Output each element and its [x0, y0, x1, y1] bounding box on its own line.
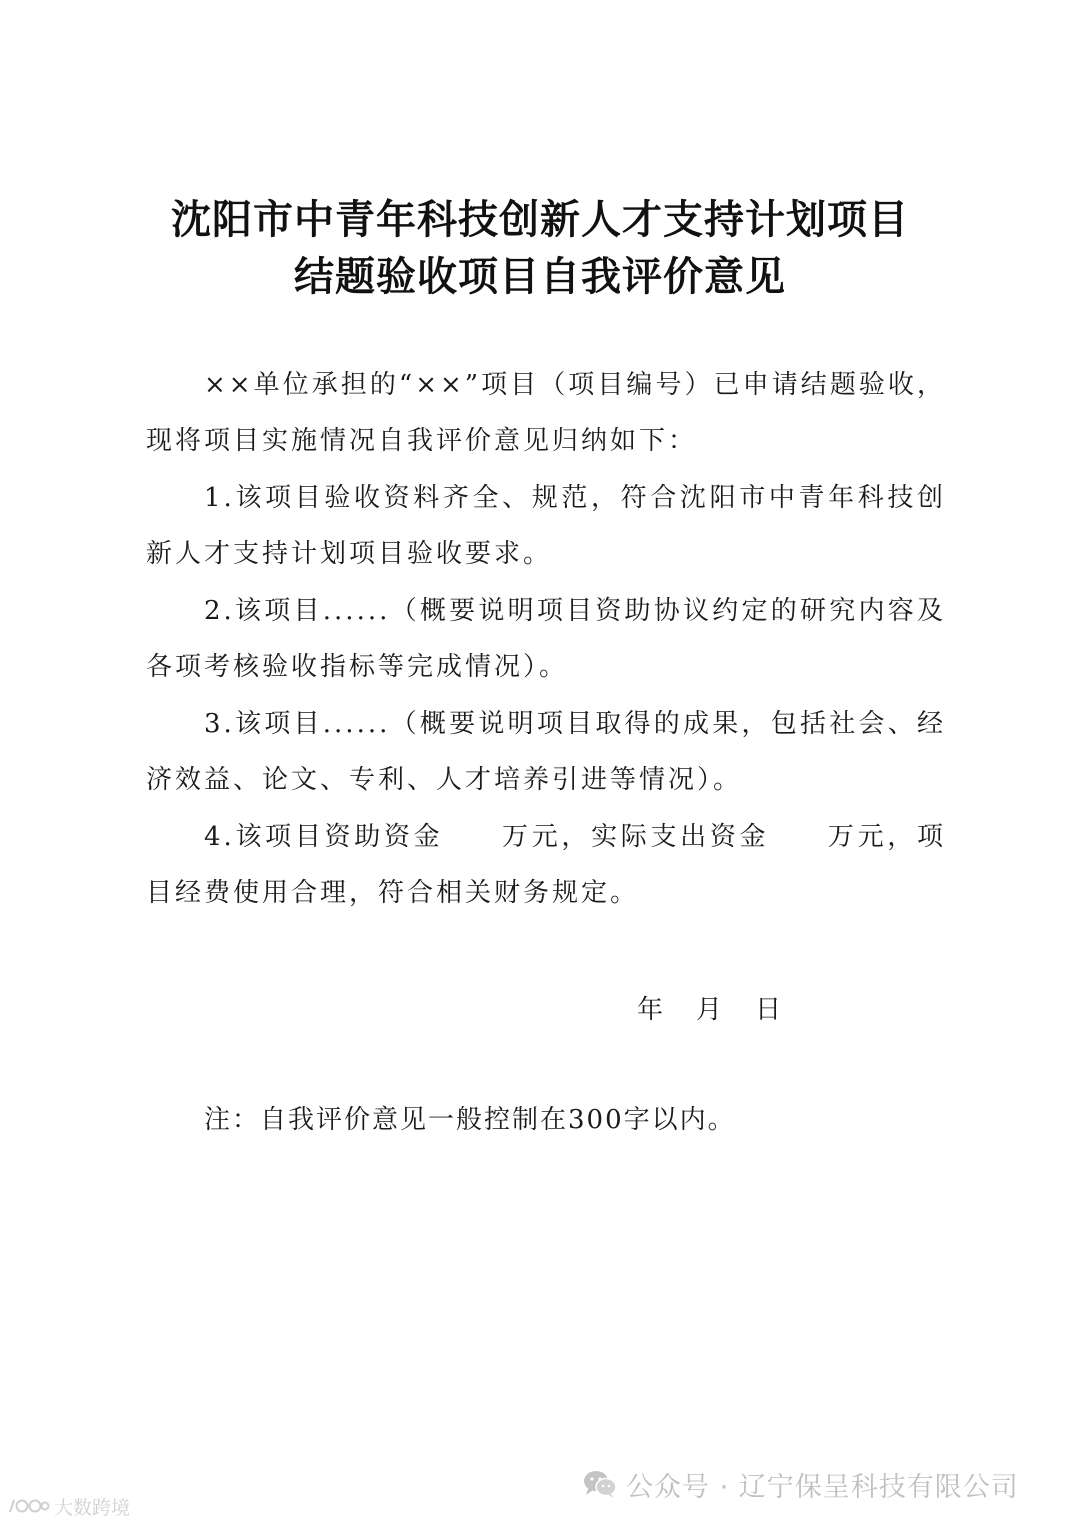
- document-title-line-1: 沈阳市中青年科技创新人才支持计划项目: [171, 196, 909, 243]
- item-4-text-part-2: 万元，实际支出资金: [501, 822, 770, 852]
- site-watermark: [8, 1492, 130, 1520]
- logo-icon: [8, 1496, 50, 1516]
- wechat-watermark: [582, 1466, 1019, 1502]
- item-4-text-part-1: 4.该项目资助资金: [204, 822, 444, 852]
- document-title-line-2: 结题验收项目自我评价意见: [294, 253, 786, 300]
- wechat-watermark-text: 公众号 · 辽宁保呈科技有限公司: [626, 1471, 1019, 1503]
- note: 注：自我评价意见一般控制在300字以内。: [204, 1105, 736, 1135]
- item-2-paragraph: 2.该项目......（概要说明项目资助协议约定的研究内容及各项考核验收指标等完成情况）。: [146, 596, 946, 682]
- intro-paragraph: ××单位承担的“××”项目（项目编号）已申请结题验收，现将项目实施情况自我评价意见归纳如下：: [146, 370, 946, 456]
- date-line: 年 月 日: [637, 995, 782, 1025]
- item-4-paragraph: [146, 809, 946, 921]
- item-3-paragraph: 3.该项目......（概要说明项目取得的成果，包括社会、经济效益、论文、专利、人才培养引进等情况）。: [146, 709, 946, 795]
- item-4-text-part-3: 万元，项目经费使用合理，符合相关财务规定。: [146, 822, 946, 908]
- site-watermark-text: 大数跨境: [54, 1496, 131, 1519]
- wechat-icon: [582, 1469, 618, 1499]
- item-1-paragraph: 1.该项目验收资料齐全、规范，符合沈阳市中青年科技创新人才支持计划项目验收要求。: [146, 483, 946, 569]
